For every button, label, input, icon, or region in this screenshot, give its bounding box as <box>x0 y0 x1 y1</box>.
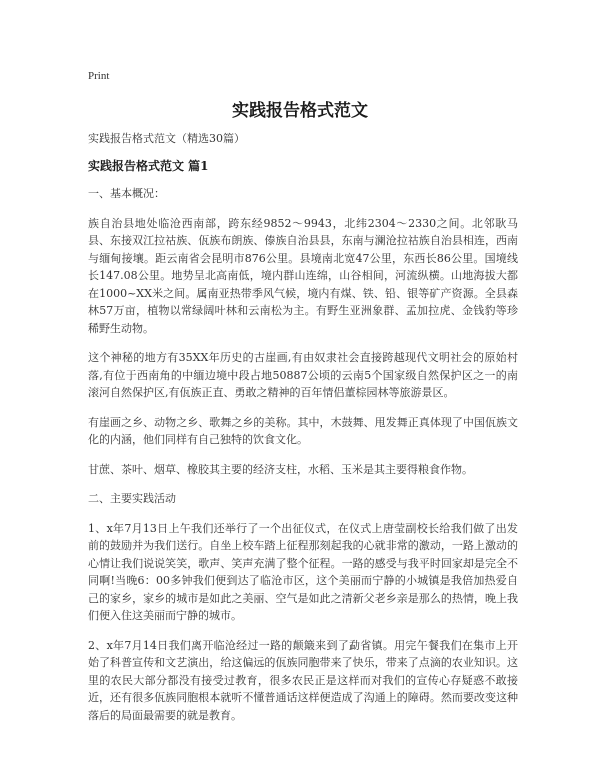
paragraph: 族自治县地处临沧西南部，跨东经9852～9943，北纬2304～2330之间。北邻耿马县、东接双江拉祜族、佤族布朗族、傣族自治县县，东南与澜沧拉祜族自治县相连，西南与缅甸接壤。距云南省会昆明市876公里。县境南北宽47公里，东西长86公里。国境线长147.08公里。地势呈北高南低，境内群山连绵，山谷相间，河流纵横。山地海拔大都在1000~XX米之间。属南亚热带季风气候，境内有煤、铁、铅、银等矿产资源。全县森林57万亩，植物以常绿阔叶林和云南松为主。有野生亚洲象群、孟加拉虎、金钱豹等珍稀野生动物。 <box>88 216 518 335</box>
paragraph: 2、x年7月14日我们离开临沧经过一路的颠簸来到了勐省镇。用完午餐我们在集市上开始了科普宣传和文艺演出，给这偏远的佤族同胞带来了快乐，带来了点滴的农业知识。这里的农民大部分都没有接受过教育，很多农民正是这样而对我们的宣传心存疑惑不敢接近，还有很多佤族同胞根本就听不懂普通话这样便造成了沟通上的障碍。然而要改变这种落后的局面最需要的就是教育。 <box>88 638 518 722</box>
section-heading-main-activities: 二、主要实践活动 <box>88 492 176 505</box>
section-title: 实践报告格式范文 篇1 <box>88 158 209 173</box>
page-title: 实践报告格式范文 <box>232 101 368 121</box>
paragraph: 有崖画之乡、动物之乡、歌舞之乡的美称。其中，木鼓舞、甩发舞正真体现了中国佤族文化的内涵，他们同样有自己独特的饮食文化。 <box>88 415 518 446</box>
print-link[interactable]: Print <box>88 70 110 82</box>
paragraph: 1、x年7月13日上午我们还举行了一个出征仪式，在仪式上唐莹副校长给我们做了出发前的鼓励并为我们送行。自坐上校车踏上征程那刻起我的心就非常的激动，一路上激动的心情让我们说说笑笑，歌声、笑声充满了整个征程。一路的感受与我平时回家却是完全不同啊!当晚6：00多钟我们便到达了临沧市区，这个美丽而宁静的小城镇是我倍加热爱自己的家乡，家乡的城市是如此之美丽、空气是如此之清新父老乡亲是那么的热情，晚上我们便入住这美丽而宁静的城市。 <box>88 521 518 622</box>
paragraph: 这个神秘的地方有35XX年历史的古崖画,有由奴隶社会直接跨越现代文明社会的原始村落,有位于西南角的中缅边境中段占地50887公顷的云南5个国家级自然保护区之一的南滚河自然保护区,有佤族正直、勇敢之精神的百年情侣董棕园林等旅游景区。 <box>88 351 518 399</box>
document-body <box>88 130 518 734</box>
document-subtitle: 实践报告格式范文（精选30篇） <box>88 132 245 145</box>
section-heading-basic-overview: 一、基本概况： <box>88 187 165 200</box>
paragraph: 甘蔗、茶叶、烟草、橡胶其主要的经济支柱，水稻、玉米是其主要得粮食作物。 <box>88 462 473 476</box>
